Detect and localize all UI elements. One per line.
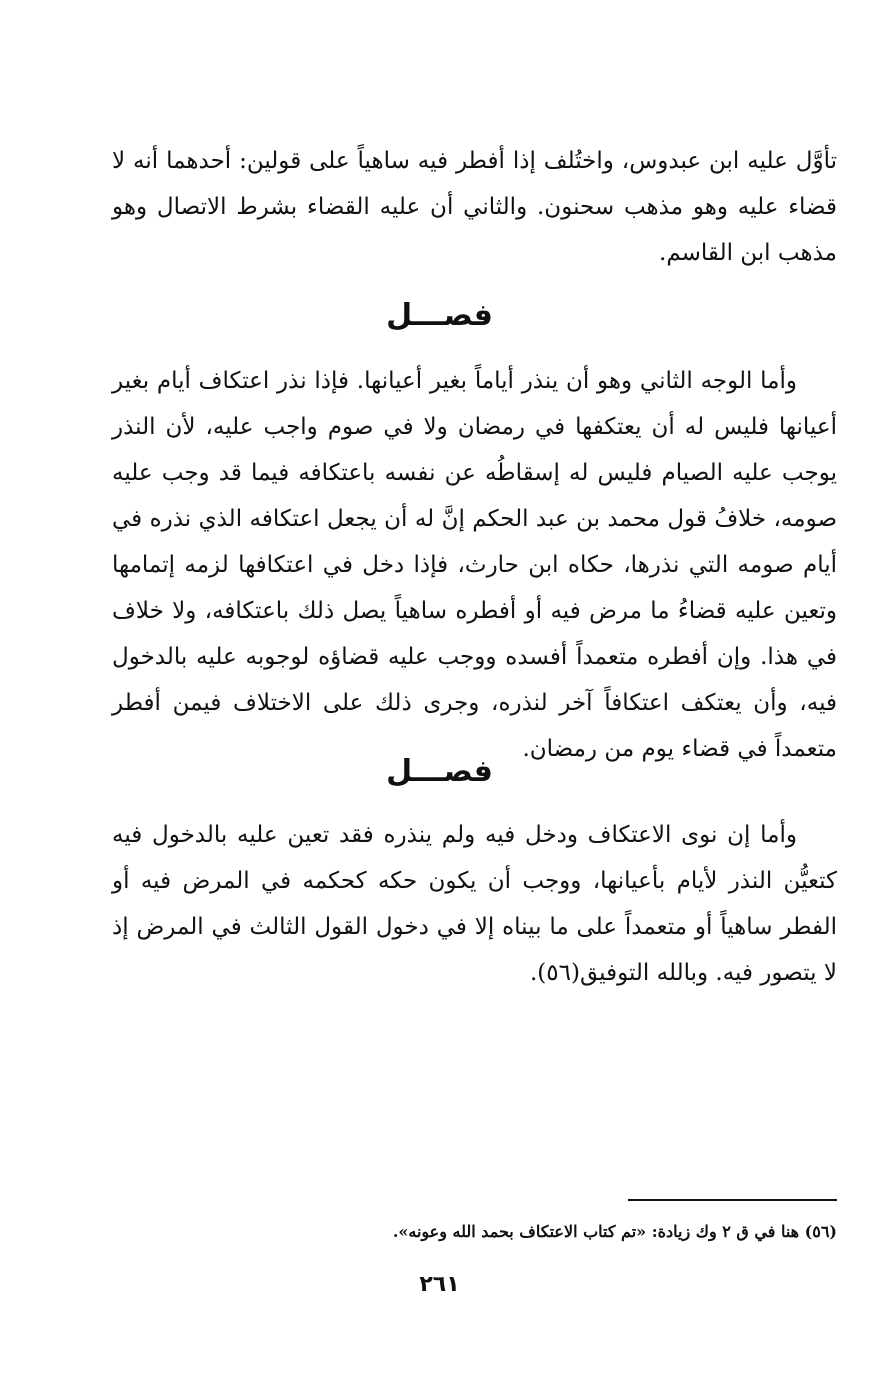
footnote-separator xyxy=(628,1199,837,1201)
section-heading-fasl-1: فصـــل xyxy=(386,298,493,333)
body-paragraph-3: وأما إن نوى الاعتكاف ودخل فيه ولم ينذره فقد تعين عليه بالدخول فيه كتعيُّن النذر لأيام بأعيانها، ووجب أن يكون حكه كحكمه في المرض فيه أو الفطر ساهياً أو متعمداً على ما بيناه إلا في دخول القول الثالث في المرض إذ لا يتصور فيه. وبالله التوفيق(٥٦). xyxy=(112,822,837,986)
footnote-56: (٥٦) هنا في ق ٢ وك زيادة: «تم كتاب الاعتكاف بحمد الله وعونه». xyxy=(392,1222,837,1241)
body-paragraph-2: وأما الوجه الثاني وهو أن ينذر أياماً بغير أعيانها. فإذا نذر اعتكاف أيام بغير أعيانها فليس له أن يعتكفها في رمضان ولا في صوم واجب عليه، لأن النذر يوجب عليه الصيام فليس له إسقاطُه عن نفسه باعتكافه فيما قد وجب عليه صومه، خلافُ قول محمد بن عبد الحكم إنَّ له أن يجعل اعتكافه الذي نذره في أيام صومه التي نذرها، حكاه ابن حارث، فإذا دخل في اعتكافها لزمه إتمامها وتعين عليه قضاءُ ما مرض فيه أو أفطره ساهياً يصل ذلك باعتكافه، ولا خلاف في هذا. وإن أفطره متعمداً أفسده ووجب عليه قضاؤه لوجوبه عليه بالدخول فيه، وأن يعتكف اعتكافاً آخر لنذره، وجرى ذلك على الاختلاف فيمن أفطر متعمداً في قضاء يوم من رمضان. xyxy=(112,368,837,762)
section-heading-fasl-2: فصـــل xyxy=(386,754,493,789)
body-paragraph-1: تأوَّل عليه ابن عبدوس، واختُلف إذا أفطر فيه ساهياً على قولين: أحدهما أنه لا قضاء عليه وهو مذهب سحنون. والثاني أن عليه القضاء بشرط الاتصال وهو مذهب ابن القاسم. xyxy=(112,148,837,266)
page-number: ٢٦١ xyxy=(419,1272,460,1297)
